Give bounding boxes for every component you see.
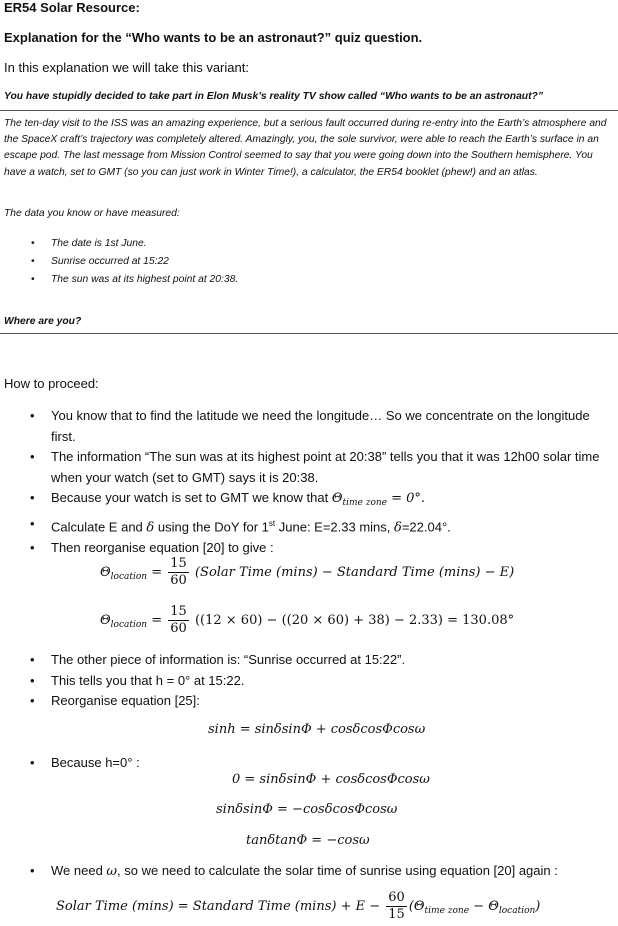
equals: = [151,565,163,580]
equals: = [151,613,163,628]
steps-list-4 [0,861,610,883]
equation-altitude: sinh = sinδsinΦ + cosδcosΦcosω [208,722,426,737]
steps-list-2 [0,650,610,712]
question-variant: You have stupidly decided to take part in Elon Musk’s reality TV show called “Who wants to be an astronaut?” [4,91,543,102]
equation-lhs: Solar Time (mins) = Standard Time (mins) + E − [56,899,381,914]
denominator: 60 [170,621,187,636]
equation-solar-time [56,890,540,923]
subscript: time zone [424,906,470,916]
equation-longitude-result [100,604,514,637]
equation-longitude-general [100,556,514,589]
known-data-label: The data you know or have measured: [4,208,180,219]
numerator: 15 [170,604,187,619]
omega-symbol: ω [106,864,118,879]
list-item [0,488,610,514]
paren-close: ) [535,899,541,914]
subscript: location [110,572,148,582]
divider [0,110,618,111]
step-text: using the DoY for 1 [154,518,269,534]
subscript: time zone [342,498,387,508]
list-item: • Then reorganise equation [20] to give : [0,538,610,559]
denominator: 60 [170,573,187,588]
superscript: st [268,518,276,528]
list-item: • Because h=0° : [0,753,610,774]
list-item: • You know that to find the latitude we need the longitude… So we concentrate on the longitude first. [0,406,610,447]
list-item: • The date is 1st June. [0,235,600,253]
fraction [168,556,189,589]
fraction [386,890,407,923]
theta-symbol: Θ [100,613,111,628]
divider [0,333,618,334]
equation-tan: tanδtanΦ = −cosω [246,833,370,848]
steps-list-3 [0,753,610,774]
numerator: 15 [170,556,187,571]
steps-list [0,406,610,559]
step-text: Calculate E and [51,518,147,534]
known-data-list [0,235,600,289]
step-text: =22.04°. [401,518,451,534]
paren-open: (Θ [408,899,425,914]
section-heading: How to proceed: [4,376,99,391]
list-item: • The sun was at its highest point at 20:38. [0,271,600,289]
list-item: • The information “The sun was at its highest point at 20:38” tells you that it was 12h00 solar time when your watch (set to GMT) says it is 20:38. [0,447,610,488]
list-item: • The other piece of information is: “Sunrise occurred at 15:22”. [0,650,610,671]
list-item [0,514,610,539]
delta-symbol: δ [394,519,402,535]
theta-symbol: Θ [100,565,111,580]
intro-text: In this explanation we will take this variant: [4,60,249,75]
equation-rhs: ((12 × 60) − ((20 × 60) + 38) − 2.33) = 130.08° [194,613,515,628]
step-text: Because your watch is set to GMT we know that [51,490,332,505]
subscript: location [110,620,148,630]
value: = 0°. [387,491,426,506]
denominator: 15 [388,907,405,922]
question-story: The ten-day visit to the ISS was an amazing experience, but a serious fault occurred during re-entry into the Earth’s atmosphere and the SpaceX craft’s trajectory was completely altered. Amazingly, you, the sole survivor, were able to reach the Earth’s surface in an escape pod. The last message from Mission Control seemed to say that you were going down into the Southern hemisphere. You have a watch, set to GMT (so you can just work in Winter Time!), a calculator, the ER54 booklet (phew!) and an atlas. [4,118,607,178]
equation-sunrise: 0 = sinδsinΦ + cosδcosΦcosω [232,772,430,787]
document-title: ER54 Solar Resource: [4,0,140,15]
question-prompt: Where are you? [4,316,82,327]
delta-symbol: δ [146,519,155,535]
list-item: • This tells you that h = 0° at 15:22. [0,671,610,692]
step-text: June: E=2.33 mins, [275,518,395,534]
subscript: location [498,906,536,916]
theta-symbol: Θ [331,491,343,506]
list-item [0,861,610,883]
list-item: • Sunrise occurred at 15:22 [0,253,600,271]
minus-theta: − Θ [469,899,499,914]
equation-rearranged: sinδsinΦ = −cosδcosΦcosω [216,802,398,817]
step-text: , so we need to calculate the solar time of sunrise using equation [20] again : [117,863,558,878]
equation-rhs: (Solar Time (mins) − Standard Time (mins) − E) [194,565,515,580]
step-text: We need [51,863,107,878]
fraction [168,604,189,637]
list-item: • Reorganise equation [25]: [0,691,610,712]
document-subtitle: Explanation for the “Who wants to be an astronaut?” quiz question. [4,30,423,45]
numerator: 60 [388,890,405,905]
